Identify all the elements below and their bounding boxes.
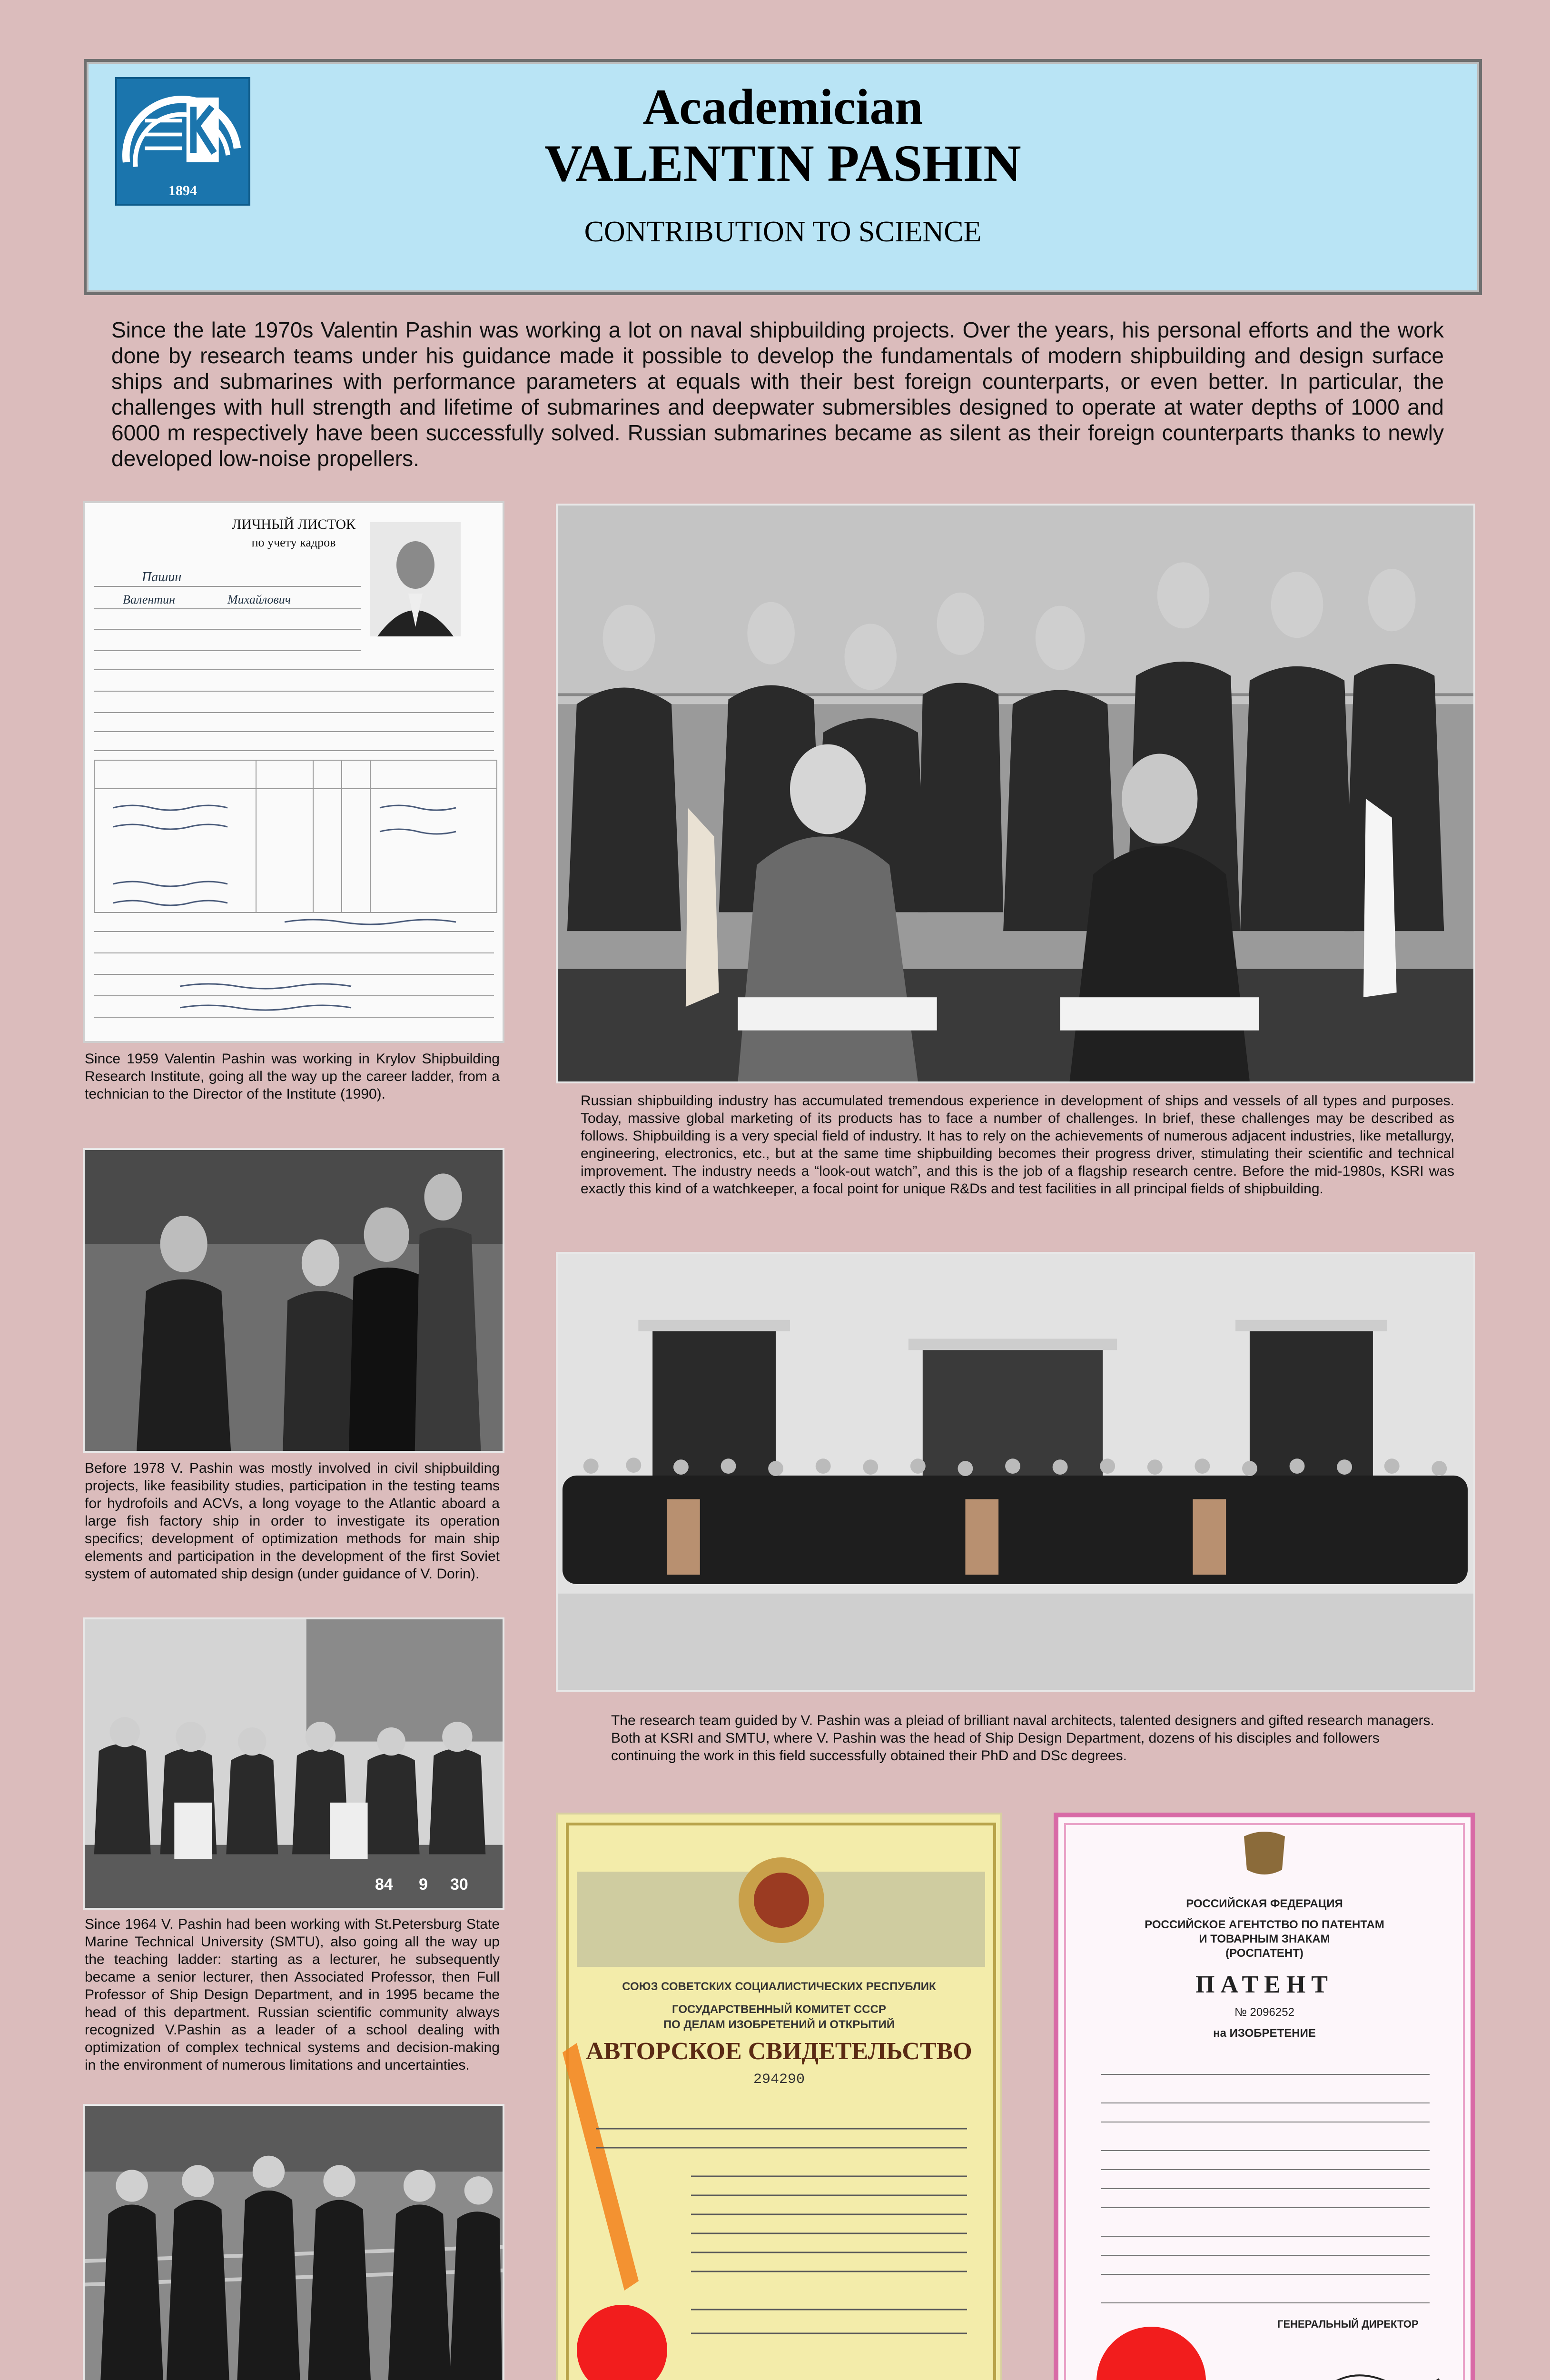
photo-zaikov-visit [83,2104,504,2380]
photo-number-2: 9 [419,1875,428,1894]
form-name: Валентин [123,593,175,606]
certificate-committee-line: ГОСУДАРСТВЕННЫЙ КОМИТЕТ СССР [672,2003,886,2016]
certificate-artwork [558,1815,1002,2380]
caption-civil-projects: Before 1978 V. Pashin was mostly involved in civil shipbuilding projects, like feasibility studies, participation in the testing teams for hydrofoils and ACVs, a long voyage to the Atlantic aboard a large fish factory ship in order to investigate its operation specifics; development of optimization methods for main ship elements and participation in the development of the first Soviet system of automated ship design (under guidance of V. Dorin). [85,1460,500,1582]
russian-patent [1054,1813,1475,2380]
caption-russian-shipbuilding: Russian shipbuilding industry has accumulated tremendous experience in development of ships and vessels of all types and purposes. Today, massive global marketing of its products has to face a number of challenges. In brief, these challenges may be described as follows. Shipbuilding is a very special field of industry. It has to rely on the achievements of numerous adjacent industries, like metallurgy, engineering, electronics, etc., but at the same time shipbuilding becomes their progress driver, stimulating their scientific and technical improvement. The industry needs a “look-out watch”, and this is the job of a flagship research centre. Before the mid-1980s, KSRI was exactly this kind of a watchkeeper, a focal point for unique R&Ds and test facilities in all principal fields of shipbuilding. [581,1093,1454,1197]
photo-civil-shipbuilding [83,1148,504,1453]
caption-research-team: The research team guided by V. Pashin was a pleiad of brilliant naval architects, talented designers and gifted research managers. Both at KSRI and SMTU, where V. Pashin was the head of Ship Design Department, dozens of his disciples and followers continuing the work in this field successfully obtained their PhD and DSc degrees. [611,1713,1434,1764]
title-line-1: Academician [642,79,923,135]
title-line-2: VALENTIN PASHIN [544,134,1021,192]
intro-paragraph: Since the late 1970s Valentin Pashin was working a lot on naval shipbuilding projects. Over the years, his personal efforts and the work done by research teams under his guidance made it possible to develop the fundamentals of modern shipbuilding and design surface ships and submarines with performance parameters at equals with their best foreign counterparts, or even better. In particular, the challenges with hull strength and lifetime of submarines and deepwater submersibles designed to operate at water depths of 1000 and 6000 m respectively have been successfully solved. Russian submarines became as silent as their foreign counterparts thanks to newly developed low-noise propellers. [111,317,1444,471]
patent-federation-line: РОССИЙСКАЯ ФЕДЕРАЦИЯ [1186,1897,1343,1910]
certificate-number: 294290 [753,2072,805,2088]
photo-research-team [556,1252,1475,1692]
header-banner [84,59,1482,295]
patent-agency-line: РОССИЙСКОЕ АГЕНТСТВО ПО ПАТЕНТАМ [1145,1918,1384,1931]
photo-smtu-group [83,1617,504,1910]
personnel-form-document [83,501,504,1043]
caption-krylov-career: Since 1959 Valentin Pashin was working in Krylov Shipbuilding Research Institute, going all the way up the career ladder, from a technician to the Director of the Institute (1990). [85,1051,500,1102]
form-surname: Пашин [142,570,182,585]
caption-smtu-career: Since 1964 V. Pashin had been working with St.Petersburg State Marine Technical University (SMTU), also going all the way up the teaching ladder: starting as a lecturer, he subsequently became a senior lecturer, then Associated Professor, then Full Professor of Ship Design Department, and in 1995 became the head of this department. Russian scientific community always recognized V.Pashin as a leader of a school dealing with optimization of complex technical systems and decision-making in the environment of numerous limitations and uncertainties. [85,1916,500,2073]
certificate-ussr-line: СОЮЗ СОВЕТСКИХ СОЦИАЛИСТИЧЕСКИХ РЕСПУБЛИК [622,1980,936,1993]
patent-number: № 2096252 [1234,2006,1294,2019]
form-subtitle: по учету кадров [251,536,336,549]
patent-invention-label: на ИЗОБРЕТЕНИЕ [1213,2027,1316,2040]
patent-director-label: ГЕНЕРАЛЬНЫЙ ДИРЕКТОР [1277,2318,1419,2330]
form-title: ЛИЧНЫЙ ЛИСТОК [231,516,356,532]
patent-trademarks-line: И ТОВАРНЫМ ЗНАКАМ [1199,1933,1330,1945]
certificate-affairs-line: ПО ДЕЛАМ ИЗОБРЕТЕНИЙ И ОТКРЫТИЙ [663,2018,895,2031]
patent-rospatent-line: (РОСПАТЕНТ) [1225,1947,1303,1960]
photo-number-3: 30 [450,1875,468,1894]
patent-title: ПАТЕНТ [1195,1971,1333,1998]
form-lines-graphic [85,503,504,1043]
inventor-certificate [556,1813,1002,2380]
photo-number-1: 84 [375,1875,393,1894]
subtitle: CONTRIBUTION TO SCIENCE [584,216,982,248]
photo-signing-ceremony [556,504,1475,1083]
certificate-title: АВТОРСКОЕ СВИДЕТЕЛЬСТВО [586,2038,972,2065]
logo-year: 1894 [168,183,197,198]
form-patronymic: Михайлович [227,593,291,606]
